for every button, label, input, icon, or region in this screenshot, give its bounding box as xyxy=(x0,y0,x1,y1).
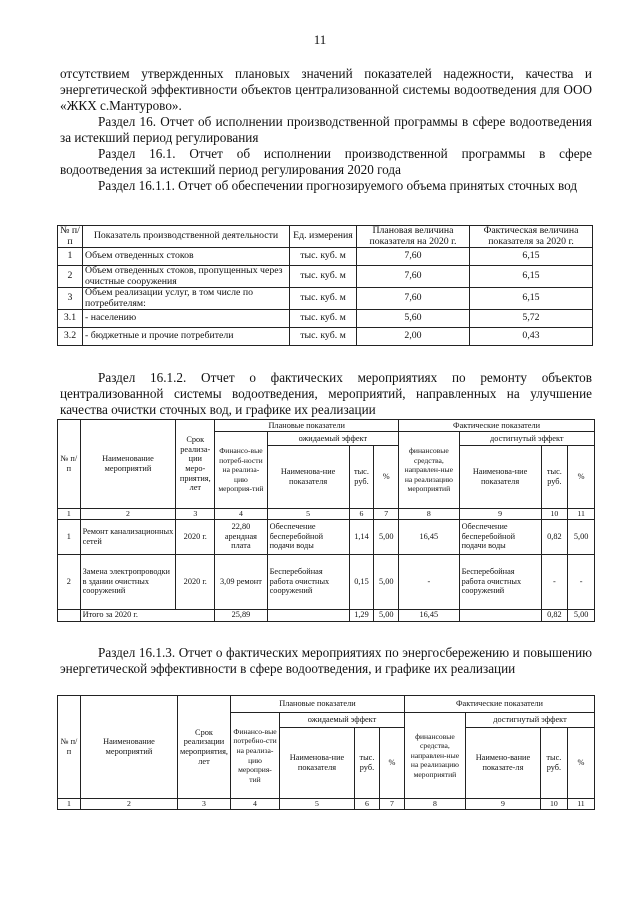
row-unit: тыс. куб. м xyxy=(290,288,357,310)
table-row xyxy=(58,554,595,609)
fact-group-header: Фактические показатели xyxy=(399,420,595,432)
row-indicator2: Бесперебойная работа очистных сооружений xyxy=(459,554,541,609)
row-rub2: 0,82 xyxy=(541,519,568,554)
col-indicator-header: Показатель производственной деятельности xyxy=(83,226,290,248)
col-number: 7 xyxy=(379,799,404,810)
col-num-header: № п/п xyxy=(58,696,81,799)
col-number: 10 xyxy=(541,509,568,520)
row-rub: 0,15 xyxy=(349,554,374,609)
row-term: 2020 г. xyxy=(176,519,215,554)
col-name-header: Наименование мероприятий xyxy=(80,420,176,509)
row-indicator: Объем отведенных стоков xyxy=(83,248,290,266)
col-number: 4 xyxy=(231,799,280,810)
col-indicator-header: Наименова-ние показателя xyxy=(279,728,354,799)
plan-group-header: Плановые показатели xyxy=(215,420,399,432)
row-name: Ремонт канализационных сетей xyxy=(80,519,176,554)
col-number: 11 xyxy=(567,799,594,810)
section-16-1-2-text: Раздел 16.1.2. Отчет о фактических мероприятиях по ремонту объектов централизованной системы водоотведения, мероприятий, направленных на улучшение качества очистки сточных вод, и графике их реализации xyxy=(60,370,592,417)
row-plan: 2,00 xyxy=(357,328,470,346)
row-fin-fact: - xyxy=(399,554,459,609)
row-plan: 7,60 xyxy=(357,248,470,266)
plan-group-header: Плановые показатели xyxy=(231,696,405,713)
section-16-1-1-heading: Раздел 16.1.1. Отчет об обеспечении прогнозируемого объема принятых сточных вод xyxy=(98,178,578,193)
table-row xyxy=(58,328,593,346)
table-row xyxy=(58,248,593,266)
row-fact: 5,72 xyxy=(470,310,593,328)
row-unit: тыс. куб. м xyxy=(290,328,357,346)
section-16-1-3-text: Раздел 16.1.3. Отчет о фактических мероприятиях по энергосбережению и повышению энергетической эффективности в сфере водоотведения, и графике их реализации xyxy=(60,645,592,676)
col-fin-plan-header: Финансо-вые потреб-ности на реализа-цию мероприя-тий xyxy=(215,432,267,509)
table-row xyxy=(58,288,593,310)
col-number: 7 xyxy=(374,509,399,520)
col-name-header: Наименование мероприятий xyxy=(80,696,177,799)
row-fin-plan: 22,80 арендная плата xyxy=(215,519,267,554)
row-name: Замена электропроводки в здании очистных сооружений xyxy=(80,554,176,609)
row-pct: 5,00 xyxy=(374,519,399,554)
section-16-1-3-heading xyxy=(60,645,592,677)
col-number: 6 xyxy=(354,799,379,810)
col-number: 1 xyxy=(58,799,81,810)
row-rub: 1,14 xyxy=(349,519,374,554)
section-16-1-2-heading xyxy=(60,370,592,418)
col-rub2-header: тыс. руб. xyxy=(540,728,567,799)
col-number: 4 xyxy=(215,509,267,520)
col-number: 3 xyxy=(177,799,230,810)
col-number: 6 xyxy=(349,509,374,520)
expected-effect-header: ожидаемый эффект xyxy=(267,432,399,446)
repair-measures-table xyxy=(57,419,595,622)
col-indicator2-header: Наименова-ние показателя xyxy=(459,446,541,509)
column-number-row xyxy=(58,799,595,810)
paragraph-continuation: отсутствием утвержденных плановых значений показателей надежности, качества и энергетической эффективности объектов централизованной системы водоотведения для ООО «ЖКХ с.Мантурово». xyxy=(60,66,592,113)
section-16-heading: Раздел 16. Отчет об исполнении производственной программы в сфере водоотведения за истекший период регулирования xyxy=(60,114,592,145)
total-row xyxy=(58,609,595,621)
col-unit-header: Ед. измерения xyxy=(290,226,357,248)
col-num-header: № п/п xyxy=(58,420,81,509)
total-pct2: 5,00 xyxy=(568,609,595,621)
row-indicator: Объем реализации услуг, в том числе по потребителям: xyxy=(83,288,290,310)
col-plan-header: Плановая величина показателя на 2020 г. xyxy=(357,226,470,248)
energy-saving-table xyxy=(57,695,595,810)
table-row xyxy=(58,519,595,554)
page-number: 11 xyxy=(313,32,327,47)
row-indicator: Объем отведенных стоков, пропущенных через очистные сооружения xyxy=(83,266,290,288)
col-number: 10 xyxy=(540,799,567,810)
row-indicator: - бюджетные и прочие потребители xyxy=(83,328,290,346)
col-pct-header: % xyxy=(374,446,399,509)
col-number: 9 xyxy=(465,799,540,810)
row-num: 2 xyxy=(58,266,83,288)
total-label: Итого за 2020 г. xyxy=(80,609,215,621)
row-num: 3 xyxy=(58,288,83,310)
col-pct-header: % xyxy=(379,728,404,799)
total-fin-plan: 25,89 xyxy=(215,609,267,621)
section-16-1-heading: Раздел 16.1. Отчет об исполнении производственной программы в сфере водоотведения за истекший период регулирования 2020 года xyxy=(60,146,592,177)
total-empty-cell xyxy=(267,609,349,621)
col-fin-fact-header: финансовые средства, направлен-ные на реализацию мероприятий xyxy=(399,432,459,509)
col-number: 5 xyxy=(279,799,354,810)
col-rub2-header: тыс. руб. xyxy=(541,446,568,509)
row-num: 3.1 xyxy=(58,310,83,328)
column-number-row xyxy=(58,509,595,520)
col-fin-plan-header: Финансо-вые потребно-сти на реализа-цию мероприя-тий xyxy=(231,713,280,799)
row-rub2: - xyxy=(541,554,568,609)
total-fin-fact: 16,45 xyxy=(399,609,459,621)
col-number: 8 xyxy=(404,799,465,810)
row-fact: 6,15 xyxy=(470,266,593,288)
row-fact: 6,15 xyxy=(470,248,593,266)
col-pct2-header: % xyxy=(568,446,595,509)
row-num: 3.2 xyxy=(58,328,83,346)
fact-group-header: Фактические показатели xyxy=(404,696,594,713)
row-num: 1 xyxy=(58,248,83,266)
row-unit: тыс. куб. м xyxy=(290,248,357,266)
intro-text xyxy=(60,66,592,194)
col-number: 1 xyxy=(58,509,81,520)
row-fin-fact: 16,45 xyxy=(399,519,459,554)
row-indicator: - населению xyxy=(83,310,290,328)
row-num: 2 xyxy=(58,554,81,609)
col-indicator-header: Наименова-ние показателя xyxy=(267,446,349,509)
total-rub2: 0,82 xyxy=(541,609,568,621)
total-empty-cell xyxy=(459,609,541,621)
row-term: 2020 г. xyxy=(176,554,215,609)
row-unit: тыс. куб. м xyxy=(290,310,357,328)
row-fact: 0,43 xyxy=(470,328,593,346)
table-header-row xyxy=(58,696,595,713)
row-indicator: Бесперебойная работа очистных сооружений xyxy=(267,554,349,609)
total-rub: 1,29 xyxy=(349,609,374,621)
table-header-row xyxy=(58,226,593,248)
row-fact: 6,15 xyxy=(470,288,593,310)
col-number: 3 xyxy=(176,509,215,520)
row-indicator2: Обеспечение бесперебойной подачи воды xyxy=(459,519,541,554)
col-number: 2 xyxy=(80,799,177,810)
col-number: 9 xyxy=(459,509,541,520)
col-number: 8 xyxy=(399,509,459,520)
sewage-volume-table xyxy=(57,225,593,346)
table-header-row xyxy=(58,420,595,432)
achieved-effect-header: достигнутый эффект xyxy=(459,432,594,446)
expected-effect-header: ожидаемый эффект xyxy=(279,713,404,728)
col-indicator2-header: Наимено-вание показате-ля xyxy=(465,728,540,799)
row-plan: 7,60 xyxy=(357,266,470,288)
row-plan: 5,60 xyxy=(357,310,470,328)
row-plan: 7,60 xyxy=(357,288,470,310)
total-empty-cell xyxy=(58,609,81,621)
col-pct2-header: % xyxy=(567,728,594,799)
row-unit: тыс. куб. м xyxy=(290,266,357,288)
col-fin-fact-header: финансовые средства, направлен-ные на реализацию мероприятий xyxy=(404,713,465,799)
table-row xyxy=(58,310,593,328)
achieved-effect-header: достигнутый эффект xyxy=(465,713,594,728)
col-term-header: Срок реализа-ции меро-приятия, лет xyxy=(176,420,215,509)
row-indicator: Обеспечение бесперебойной подачи воды xyxy=(267,519,349,554)
col-fact-header: Фактическая величина показателя за 2020 г. xyxy=(470,226,593,248)
row-pct: 5,00 xyxy=(374,554,399,609)
table-row xyxy=(58,266,593,288)
col-number: 2 xyxy=(80,509,176,520)
col-number: 5 xyxy=(267,509,349,520)
col-term-header: Срок реализации мероприятия, лет xyxy=(177,696,230,799)
row-pct2: - xyxy=(568,554,595,609)
row-num: 1 xyxy=(58,519,81,554)
col-num-header: № п/п xyxy=(58,226,83,248)
col-rub-header: тыс. руб. xyxy=(349,446,374,509)
col-number: 11 xyxy=(568,509,595,520)
total-pct: 5,00 xyxy=(374,609,399,621)
col-rub-header: тыс. руб. xyxy=(354,728,379,799)
row-fin-plan: 3,09 ремонт xyxy=(215,554,267,609)
row-pct2: 5,00 xyxy=(568,519,595,554)
